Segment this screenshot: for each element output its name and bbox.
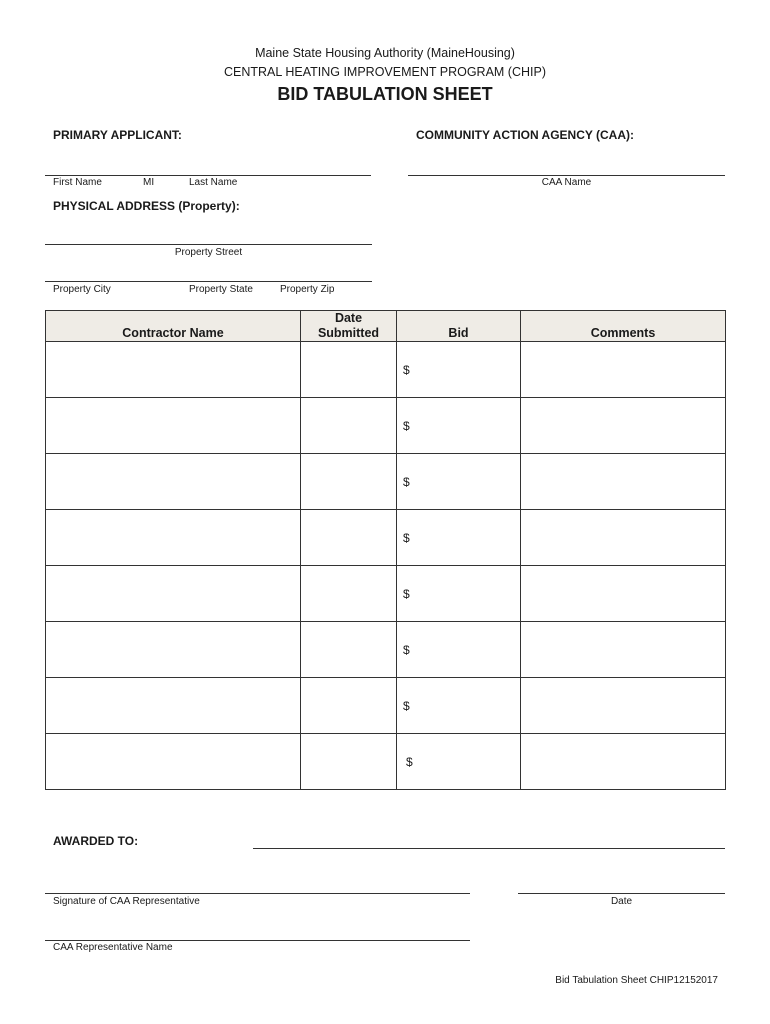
comments-cell[interactable] [521,734,726,790]
comments-cell[interactable] [521,398,726,454]
comments-cell[interactable] [521,622,726,678]
bid-cell[interactable] [397,342,521,398]
bid-dollar-sign: $ [403,475,410,489]
table-row [46,398,726,454]
property-city-label: Property City [53,284,111,295]
caa-rep-name-field[interactable] [45,940,470,941]
bid-cell[interactable] [397,566,521,622]
bid-dollar-sign: $ [403,419,410,433]
date-field[interactable] [518,893,725,894]
program-name: CENTRAL HEATING IMPROVEMENT PROGRAM (CHIP) [223,65,546,79]
property-zip-label: Property Zip [280,284,335,295]
table-row [46,622,726,678]
property-city-state-zip-field[interactable] [45,281,372,282]
property-state-label: Property State [189,284,253,295]
awarded-to-field[interactable] [253,848,725,849]
bid-cell[interactable] [397,398,521,454]
table-row [46,734,726,790]
column-header-contractor-name: Contractor Name [46,311,301,342]
bid-cell[interactable] [397,454,521,510]
date-submitted-cell[interactable] [301,734,397,790]
bid-cell[interactable] [397,622,521,678]
contractor-name-cell[interactable] [46,734,301,790]
date-submitted-cell[interactable] [301,510,397,566]
comments-cell[interactable] [521,510,726,566]
contractor-name-cell[interactable] [46,454,301,510]
table-row [46,342,726,398]
date-submitted-cell[interactable] [301,678,397,734]
date-submitted-cell[interactable] [301,398,397,454]
signature-field[interactable] [45,893,470,894]
date-submitted-cell[interactable] [301,342,397,398]
comments-cell[interactable] [521,342,726,398]
table-row [46,510,726,566]
caa-rep-name-label: CAA Representative Name [53,942,173,953]
contractor-name-cell[interactable] [46,678,301,734]
property-street-label: Property Street [174,247,243,258]
contractor-name-cell[interactable] [46,622,301,678]
contractor-name-cell[interactable] [46,342,301,398]
contractor-name-cell[interactable] [46,510,301,566]
physical-address-heading: PHYSICAL ADDRESS (Property): [53,199,240,213]
date-submitted-cell[interactable] [301,454,397,510]
table-row [46,678,726,734]
date-submitted-cell[interactable] [301,622,397,678]
column-header-date-submitted: Date Submitted [301,311,397,342]
contractor-name-cell[interactable] [46,398,301,454]
comments-cell[interactable] [521,566,726,622]
footer-form-id: Bid Tabulation Sheet CHIP12152017 [555,975,718,986]
bid-dollar-sign: $ [403,531,410,545]
applicant-name-field[interactable] [45,175,371,176]
agency-name: Maine State Housing Authority (MaineHousing) [255,46,515,60]
signature-label: Signature of CAA Representative [53,896,200,907]
primary-applicant-heading: PRIMARY APPLICANT: [53,128,182,142]
table-row [46,566,726,622]
caa-name-field[interactable] [408,175,725,176]
caa-heading: COMMUNITY ACTION AGENCY (CAA): [416,128,634,142]
table-row [46,454,726,510]
property-street-field[interactable] [45,244,372,245]
awarded-to-heading: AWARDED TO: [53,834,139,848]
date-submitted-cell[interactable] [301,566,397,622]
table-header-row [46,311,726,342]
bid-dollar-sign: $ [403,587,410,601]
first-name-label: First Name [53,177,102,188]
bid-dollar-sign: $ [406,755,413,769]
column-header-bid: Bid [397,311,521,342]
last-name-label: Last Name [189,177,238,188]
date-label: Date [610,896,633,907]
column-header-comments: Comments [521,311,726,342]
page-title: BID TABULATION SHEET [277,84,493,104]
comments-cell[interactable] [521,678,726,734]
caa-name-label: CAA Name [541,177,592,188]
bid-cell[interactable] [397,510,521,566]
bid-table [45,310,726,790]
bid-dollar-sign: $ [403,699,410,713]
comments-cell[interactable] [521,454,726,510]
bid-cell[interactable] [397,678,521,734]
bid-cell[interactable] [397,734,521,790]
bid-dollar-sign: $ [403,363,410,377]
contractor-name-cell[interactable] [46,566,301,622]
bid-dollar-sign: $ [403,643,410,657]
mi-label: MI [143,177,155,188]
